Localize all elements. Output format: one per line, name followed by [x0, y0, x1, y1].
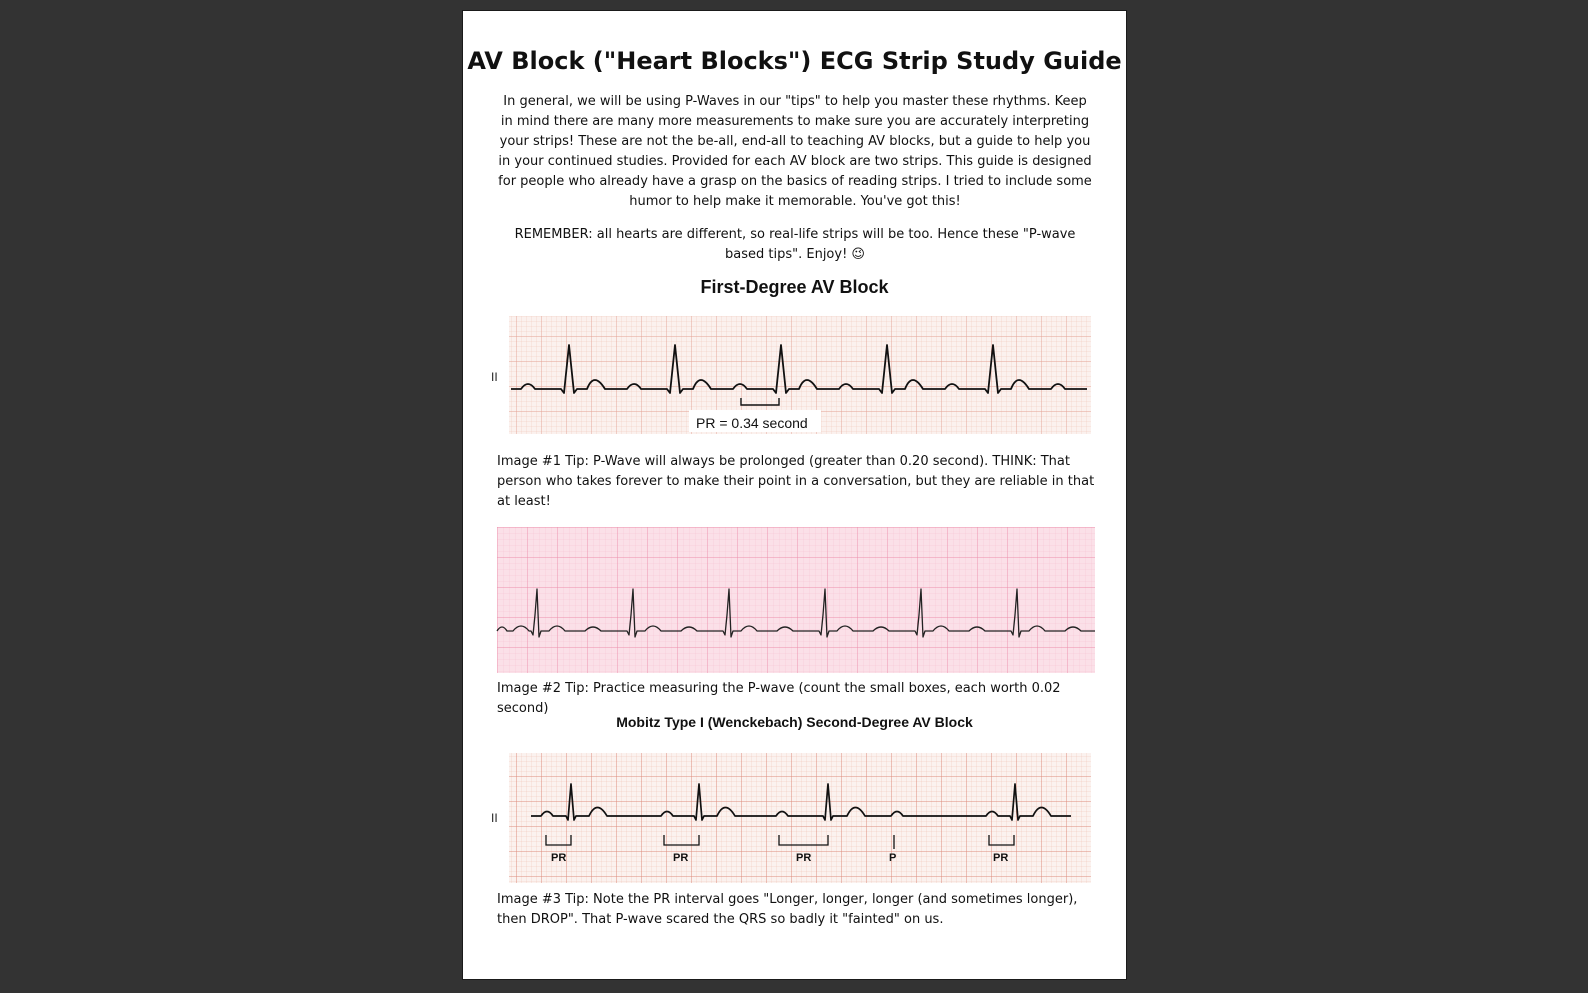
interval-label: PR	[993, 852, 1009, 864]
page-title: AV Block ("Heart Blocks") ECG Strip Study Guide	[467, 47, 1122, 75]
lead-label: II	[491, 811, 498, 825]
ecg-strip-1	[491, 311, 1091, 451]
interval-label: P	[889, 852, 897, 864]
pr-measurement-label: PR = 0.34 second	[696, 415, 808, 431]
tip-image-1: Image #1 Tip: P-Wave will always be prolonged (greater than 0.20 second). THINK: That person who takes forever to make their point in a conversation, but they are reliable in that at least!	[497, 454, 1095, 509]
interval-label: PR	[796, 852, 812, 864]
intro-paragraph: In general, we will be using P-Waves in our "tips" to help you master these rhythms. Keep in mind there are many more measurements to make sure you are accurately interpreting your strips! These are not the be-all, end-all to teaching AV blocks, but a guide to help you in your continued studies. Provided for each AV block are two strips. This guide is designed for people who already have a grasp on the basics of reading strips. I tried to include some humor to help make it memorable. You've got this!	[498, 94, 1092, 209]
ecg-strip-2	[497, 527, 1095, 673]
mobitz-1-heading: Mobitz Type I (Wenckebach) Second-Degree AV Block	[616, 714, 973, 730]
first-degree-heading: First-Degree AV Block	[700, 277, 889, 297]
tip-image-2: Image #2 Tip: Practice measuring the P-wave (count the small boxes, each worth 0.02 second)	[497, 681, 1061, 716]
remember-note: REMEMBER: all hearts are different, so real-life strips will be too. Hence these "P-wave based tips". Enjoy! 😉	[514, 227, 1076, 262]
grid-lines	[497, 527, 1095, 673]
study-guide-page	[462, 10, 1127, 980]
ecg-strip-3	[491, 751, 1091, 887]
interval-label: PR	[551, 852, 567, 864]
interval-label: PR	[673, 852, 689, 864]
lead-label: II	[491, 370, 498, 384]
tip-image-3: Image #3 Tip: Note the PR interval goes "Longer, longer, longer (and sometimes longer), then DROP". That P-wave scared the QRS so badly it "fainted" on us.	[497, 892, 1078, 927]
